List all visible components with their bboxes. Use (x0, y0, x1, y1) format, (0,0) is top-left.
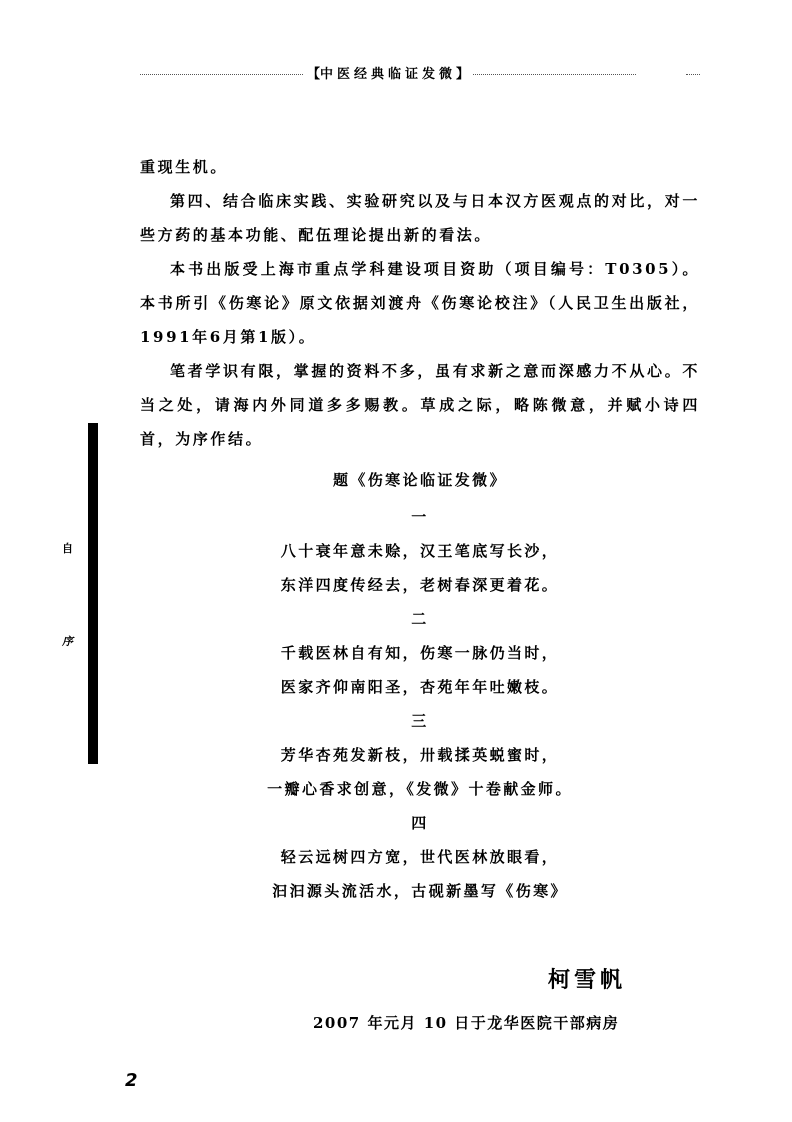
running-title: 【 中医经典临证发微 】 (303, 63, 473, 82)
stanza-2 (140, 602, 700, 704)
poem-line: 一瓣心香求创意，《发微》十卷献金师。 (267, 780, 573, 798)
preface-body (140, 150, 700, 456)
paragraph-point-four: 第四、结合临床实践、实验研究以及与日本汉方医观点的对比，对一些方药的基本功能、配伍理论提出新的看法。 (140, 192, 700, 244)
poem-line: 汩汩源头流活水，古砚新墨写《伤寒》 (272, 882, 568, 900)
side-tab-char-2: 序 (62, 635, 73, 648)
header-leader-dots-left (140, 65, 303, 75)
poem-line: 芳华杏苑发新枝，卅载揉英蜕蜜时， (280, 746, 560, 764)
stanza-1 (140, 500, 700, 602)
paragraph-funding: 本书出版受上海市重点学科建设项目资助（项目编号：T0305）。本书所引《伤寒论》原文依据刘渡舟《伤寒论校注》（人民卫生出版社，1991年6月第1版）。 (140, 260, 700, 346)
author-signature: 柯雪帆 (548, 967, 627, 993)
poem-line: 医家齐仰南阳圣，杏苑年年吐嫩枝。 (280, 678, 560, 696)
side-tab-char-1: 自 (62, 542, 73, 555)
stanza-number: 二 (411, 610, 429, 628)
stanza-number: 三 (411, 712, 429, 730)
date-place-line: 2007 年元月 10 日于龙华医院干部病房 (313, 1014, 620, 1032)
stanza-4 (140, 806, 700, 908)
poem-line: 轻云远树四方宽，世代医林放眼看， (280, 848, 560, 866)
stanza-number: 一 (411, 508, 429, 526)
header-leader-dots-end (686, 65, 700, 75)
header-leader-dots-right (473, 65, 636, 75)
running-header (140, 62, 700, 82)
poem-line: 八十衰年意未赊，汉王笔底写长沙， (280, 542, 560, 560)
stanza-number: 四 (411, 814, 429, 832)
stanza-3 (140, 704, 700, 806)
side-thumb-tab-bar (88, 423, 98, 764)
poem-title: 题《伤寒论临证发微》 (332, 471, 507, 489)
poem-line: 千载医林自有知，伤寒一脉仍当时， (280, 644, 560, 662)
page-number: 2 (125, 1070, 138, 1091)
paragraph-continuation: 重现生机。 (140, 158, 229, 176)
poem-stanzas (140, 500, 700, 908)
poem-line: 东洋四度传经去，老树春深更着花。 (280, 576, 560, 594)
paragraph-closing: 笔者学识有限，掌握的资料不多，虽有求新之意而深感力不从心。不当之处，请海内外同道多多赐教。草成之际，略陈微意，并赋小诗四首，为序作结。 (140, 362, 700, 448)
